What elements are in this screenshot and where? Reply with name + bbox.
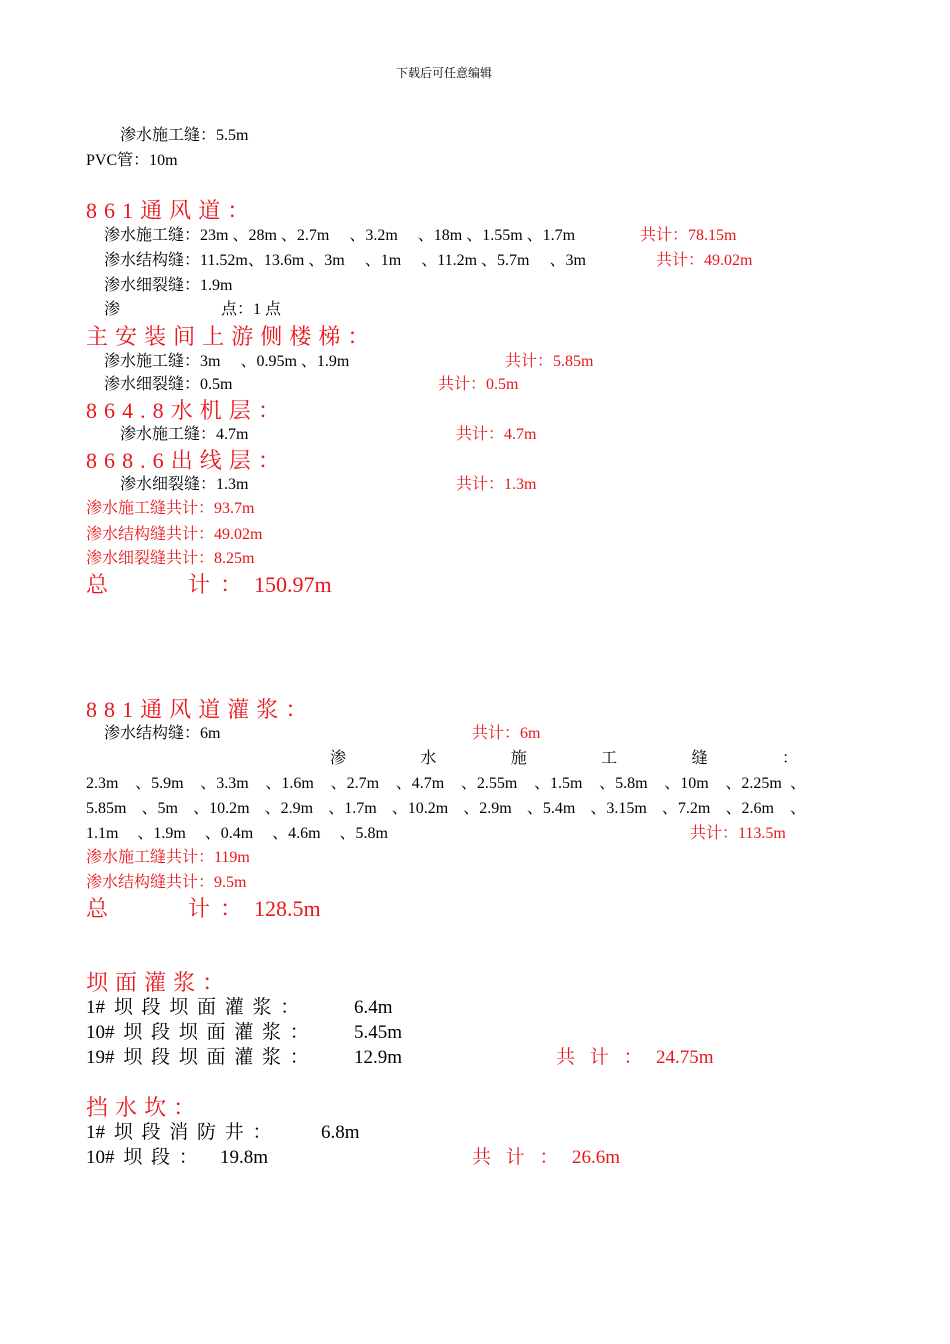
s881-row3-total: 共计：113.5m [690, 825, 786, 842]
section-title-stairs: 主安装间上游侧楼梯： [86, 324, 377, 349]
section-title-864: 864.8水机层： [86, 398, 287, 423]
wall-row-2-value: 19.8m [220, 1147, 269, 1168]
wall-row-1-value: 6.8m [321, 1122, 360, 1143]
value-item: 、5.8m [599, 775, 648, 792]
summary1-crack: 渗水细裂缝共计：8.25m [86, 550, 255, 567]
value-item: 、5.4m [526, 800, 576, 817]
dam-row-2-value: 5.45m [354, 1022, 403, 1043]
stairs-construct-joints: 渗水施工缝：3m 、0.95m 、1.9m [104, 353, 350, 370]
value-item: 、2.7m [330, 775, 380, 792]
summary1-structure: 渗水结构缝共计：49.02m [86, 526, 263, 543]
value-item: 、1.6m [265, 775, 314, 792]
section-title-wall: 挡水坎： [86, 1095, 203, 1120]
row-2-tail: 、 [790, 800, 807, 817]
dam-total-label: 共 计 ： [556, 1047, 643, 1068]
value-item: 、5.8m [339, 825, 388, 842]
pvc-pipe-line: PVC管：10m [86, 152, 178, 169]
head-char: 缝 [691, 750, 708, 767]
value-item: 、5.9m [135, 775, 184, 792]
section-title-dam: 坝面灌浆： [86, 970, 232, 995]
summary1-construct: 渗水施工缝共计：93.7m [86, 500, 255, 517]
wall-total-label: 共 计 ： [472, 1147, 559, 1168]
summary1-total-colon: ： [220, 572, 243, 597]
value-item: 、3.15m [590, 800, 647, 817]
value-item: 、5m [141, 800, 178, 817]
head-char: 工 [601, 750, 618, 767]
value-item: 、7.2m [661, 800, 711, 817]
s861-point-label: 渗 [104, 301, 121, 318]
section-title-861: 861通风道： [86, 198, 257, 223]
s861-construct-total: 共计：78.15m [640, 227, 737, 244]
value-item: 、4.6m [272, 825, 321, 842]
dam-row-1-label: 1# 坝 段 坝 面 灌 浆 ： [86, 997, 300, 1018]
s881-row-1 [86, 776, 782, 792]
wall-row-2-label: 10# 坝 段 ： [86, 1147, 198, 1168]
wall-row-1-label: 1# 坝 段 消 防 井 ： [86, 1122, 272, 1143]
s861-structure-total: 共计：49.02m [656, 252, 753, 269]
value-item: 、2.6m [725, 800, 774, 817]
value-item: 、1.7m [328, 800, 377, 817]
summary1-total-value: 150.97m [254, 572, 332, 597]
s861-crack: 渗水细裂缝：1.9m [104, 277, 233, 294]
value-item: 、10.2m [193, 800, 250, 817]
s881-construct-sum: 渗水施工缝共计：119m [86, 849, 250, 866]
s868-crack: 渗水细裂缝：1.3m [120, 476, 249, 493]
value-item: 1.1m [86, 825, 119, 842]
s881-row-3 [86, 826, 388, 842]
s864-construct-joints: 渗水施工缝：4.7m [120, 426, 249, 443]
head-char: 水 [420, 750, 437, 767]
head-char: 施 [510, 750, 527, 767]
wall-total-value: 26.6m [572, 1147, 621, 1168]
value-item: 、1.9m [137, 825, 186, 842]
s861-construct-joints: 渗水施工缝：23m 、28m 、2.7m 、3.2m 、18m 、1.55m 、1.7m [104, 227, 576, 244]
s881-row-2 [86, 801, 774, 817]
construction-joint-line: 渗水施工缝：5.5m [120, 127, 249, 144]
s881-total-label-b: 计 [188, 896, 211, 921]
value-item: 、0.4m [204, 825, 254, 842]
s861-point-value: 点：1 点 [221, 301, 282, 318]
s881-total-label-a: 总 [86, 896, 109, 921]
row-1-tail: 、 [790, 775, 807, 792]
value-item: 、2.9m [264, 800, 314, 817]
page-header: 下载后可任意编辑 [396, 66, 493, 80]
value-item: 、2.25m [725, 775, 782, 792]
dam-total-value: 24.75m [656, 1047, 714, 1068]
s881-structure: 渗水结构缝：6m [104, 725, 221, 742]
summary1-total-label-a: 总 [86, 572, 109, 597]
section-title-868: 868.6出线层： [86, 448, 287, 473]
value-item: 、2.55m [460, 775, 518, 792]
s881-total-colon: ： [220, 896, 243, 921]
dam-row-3-value: 12.9m [354, 1047, 403, 1068]
dam-row-3-label: 19# 坝 段 坝 面 灌 浆 ： [86, 1047, 309, 1068]
s881-total-value: 128.5m [254, 896, 321, 921]
head-char: ： [781, 750, 798, 767]
head-char: 渗 [330, 750, 347, 767]
s881-construct-head [330, 751, 798, 767]
value-item: 、10.2m [391, 800, 449, 817]
dam-row-1-value: 6.4m [354, 997, 393, 1018]
value-item: 、1.5m [533, 775, 583, 792]
s868-crack-total: 共计：1.3m [456, 476, 537, 493]
value-item: 、10m [664, 775, 709, 792]
s864-construct-total: 共计：4.7m [456, 426, 537, 443]
value-item: 、2.9m [463, 800, 512, 817]
value-item: 、3.3m [200, 775, 249, 792]
s881-structure-sum: 渗水结构缝共计：9.5m [86, 874, 247, 891]
summary1-total-label-b: 计 [188, 572, 211, 597]
dam-row-2-label: 10# 坝 段 坝 面 灌 浆 ： [86, 1022, 309, 1043]
value-item: 2.3m [86, 775, 119, 792]
value-item: 5.85m [86, 800, 127, 817]
stairs-crack: 渗水细裂缝：0.5m [104, 376, 233, 393]
section-title-881: 881通风道灌浆： [86, 697, 315, 722]
stairs-construct-total: 共计：5.85m [505, 353, 594, 370]
s861-structure-joints: 渗水结构缝：11.52m、13.6m 、3m 、1m 、11.2m 、5.7m 、3m [104, 252, 586, 269]
value-item: 、4.7m [395, 775, 445, 792]
s881-structure-total: 共计：6m [472, 725, 541, 742]
stairs-crack-total: 共计：0.5m [438, 376, 519, 393]
